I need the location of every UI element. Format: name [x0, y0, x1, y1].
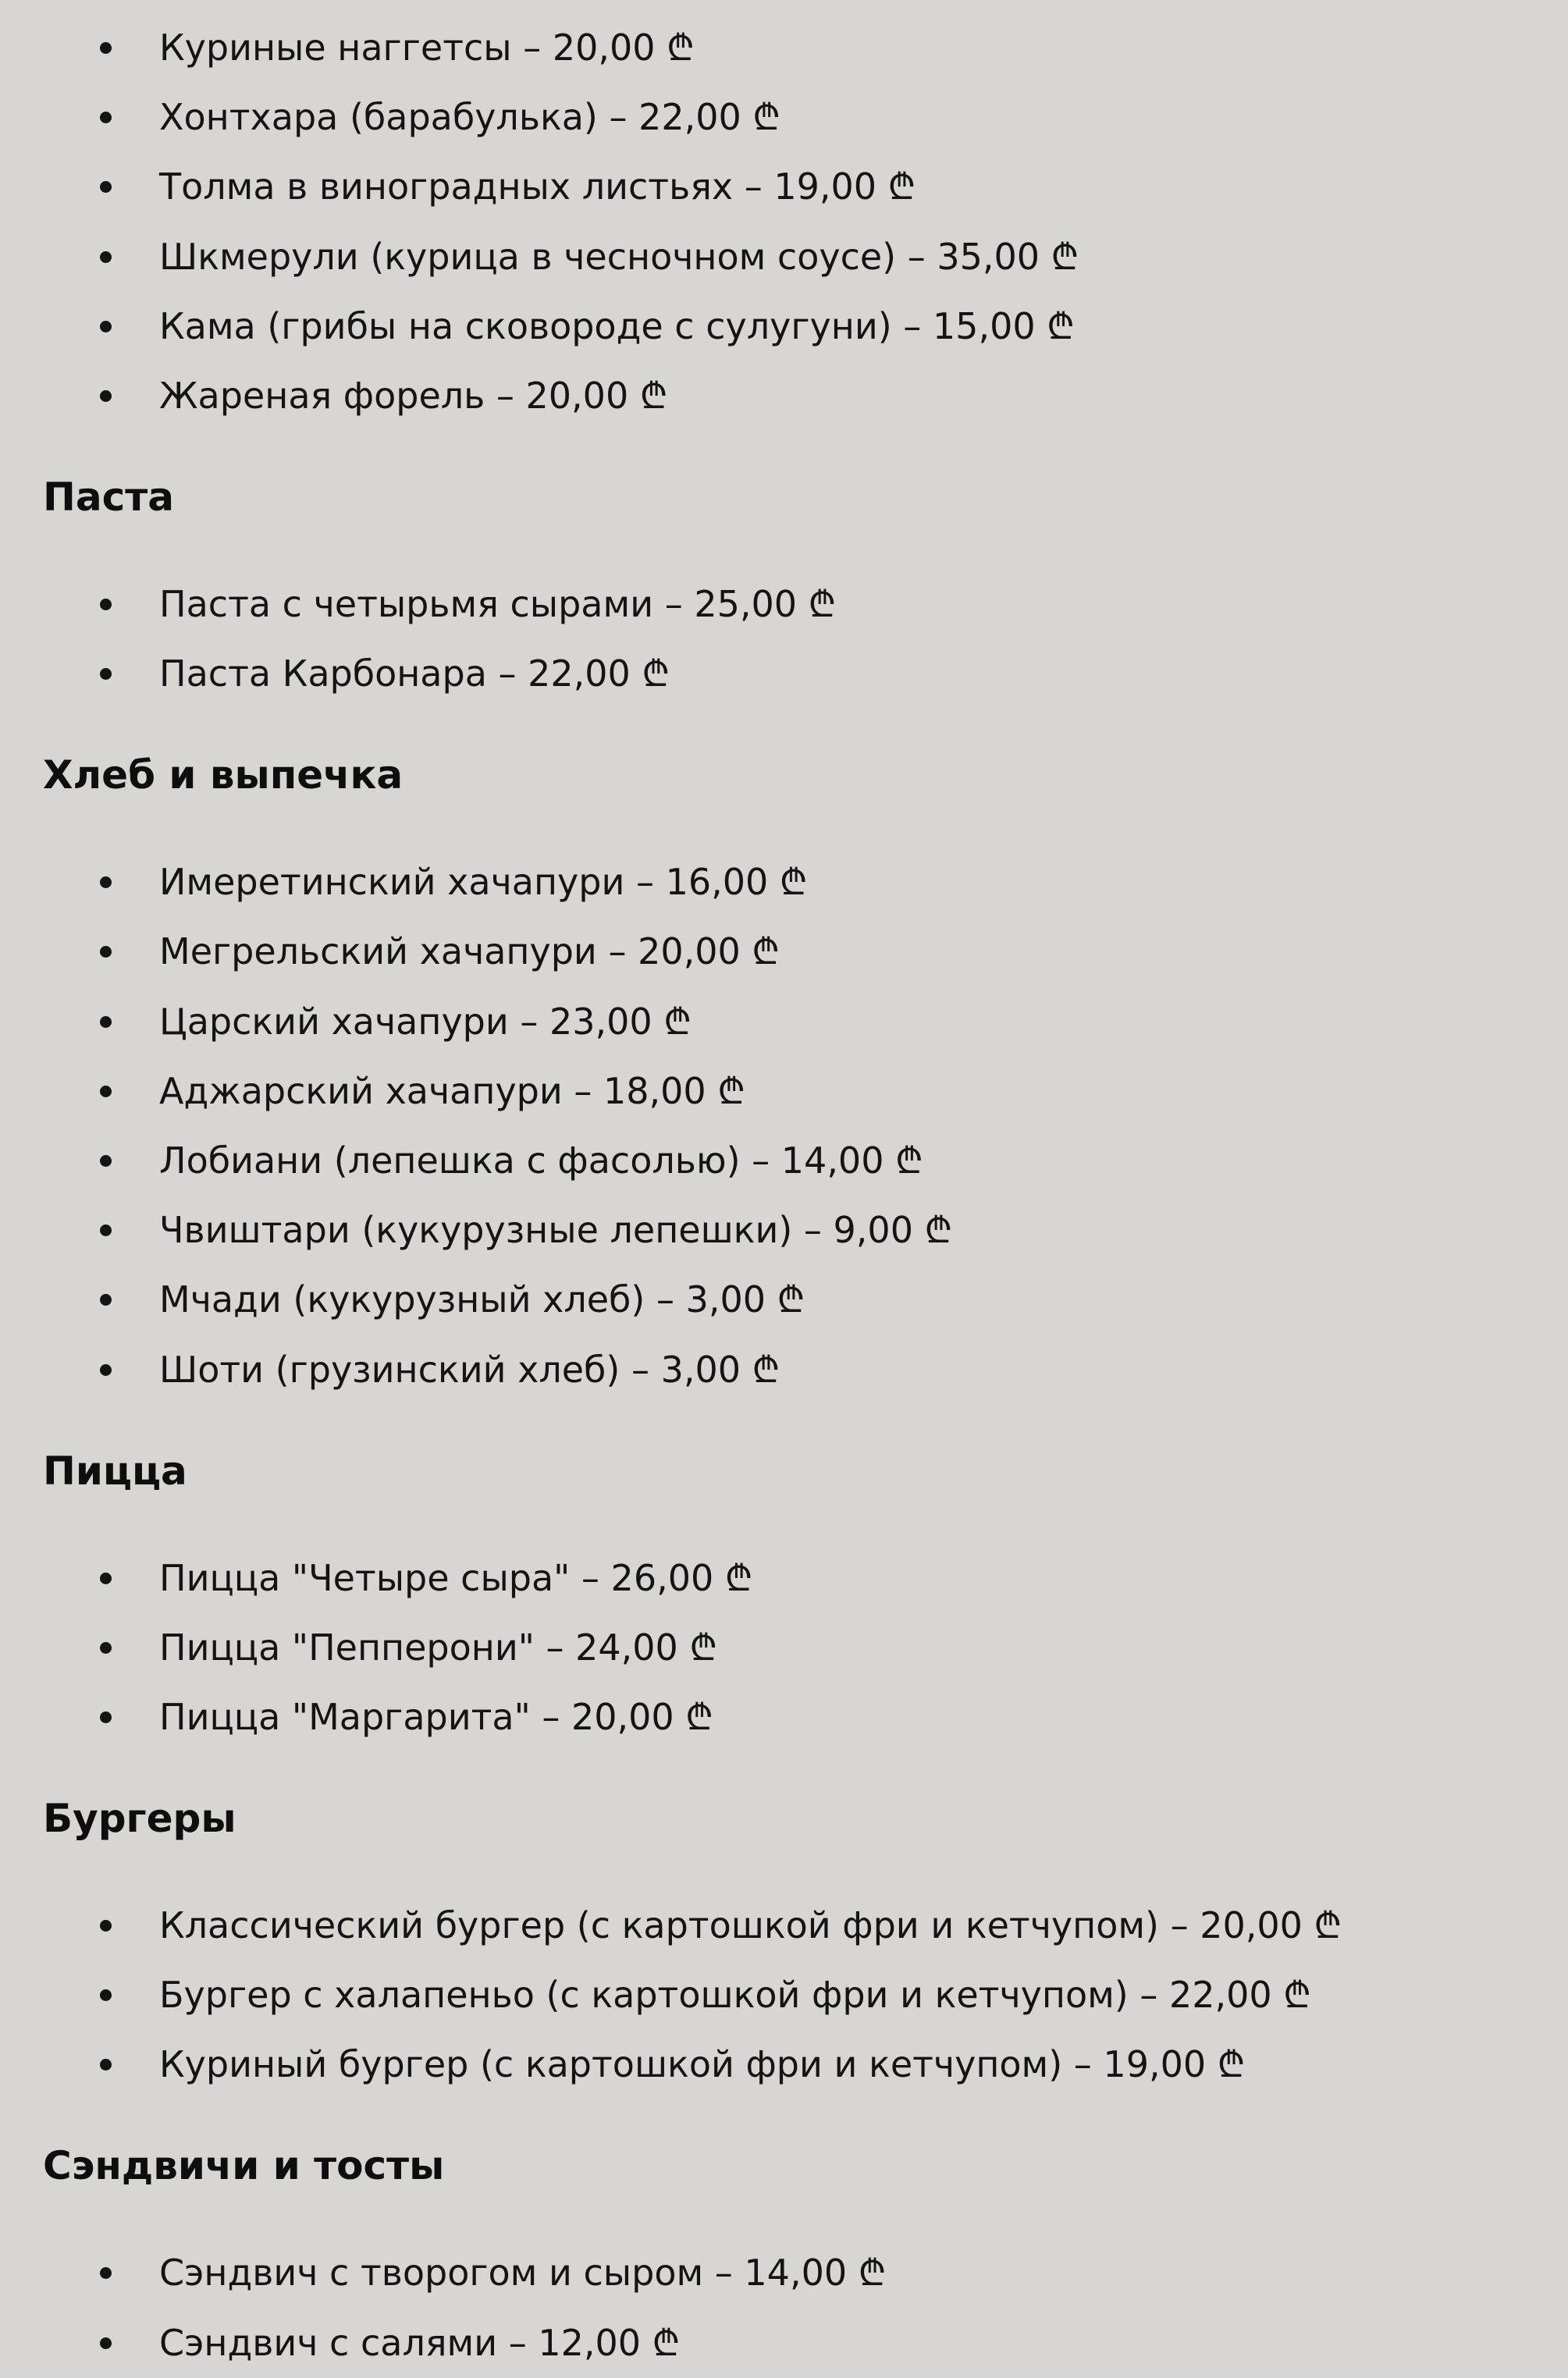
menu-item-text: Царский хачапури – 23,00 ₾ — [159, 1000, 692, 1043]
menu-item-text: Мчади (кукурузный хлеб) – 3,00 ₾ — [159, 1278, 805, 1321]
bullet-icon — [100, 1642, 112, 1654]
bullet-icon — [100, 42, 112, 54]
bullet-icon — [100, 1225, 112, 1236]
bullet-icon — [100, 1364, 112, 1376]
menu-item-text: Толма в виноградных листьях – 19,00 ₾ — [159, 165, 916, 208]
bullet-icon — [100, 876, 112, 888]
bullet-icon — [100, 599, 112, 610]
bullet-icon — [100, 1086, 112, 1097]
bullet-icon — [100, 2267, 112, 2279]
menu-item-text: Кама (грибы на сковороде с сулугуни) – 15,00 ₾ — [159, 304, 1075, 347]
bullet-icon — [100, 2337, 112, 2349]
bullet-icon — [100, 321, 112, 332]
bullet-icon — [100, 390, 112, 402]
bullet-icon — [100, 112, 112, 123]
menu-item-text: Классический бургер (с картошкой фри и кетчупом) – 20,00 ₾ — [159, 1904, 1342, 1946]
menu-item-text: Пицца "Пепперони" – 24,00 ₾ — [159, 1626, 717, 1669]
section-heading: Пицца — [43, 1448, 187, 1494]
menu-item-text: Чвиштари (кукурузные лепешки) – 9,00 ₾ — [159, 1209, 953, 1252]
bullet-icon — [100, 181, 112, 193]
bullet-icon — [100, 946, 112, 958]
menu-item-text: Сэндвич с салями – 12,00 ₾ — [159, 2321, 681, 2364]
menu-item-text: Пицца "Маргарита" – 20,00 ₾ — [159, 1696, 713, 1738]
bullet-icon — [100, 1573, 112, 1584]
bullet-icon — [100, 668, 112, 680]
section-heading: Бургеры — [43, 1796, 236, 1841]
menu-item-text: Паста Карбонара – 22,00 ₾ — [159, 652, 670, 695]
menu-item-text: Лобиани (лепешка с фасолью) – 14,00 ₾ — [159, 1139, 923, 1182]
bullet-icon — [100, 1016, 112, 1028]
bullet-icon — [100, 251, 112, 263]
menu-item-text: Шкмерули (курица в чесночном соусе) – 35,00 ₾ — [159, 235, 1079, 278]
menu-item-text: Бургер с халапеньо (с картошкой фри и кетчупом) – 22,00 ₾ — [159, 1974, 1311, 2017]
section-heading: Паста — [43, 475, 174, 520]
menu-item-text: Хонтхара (барабулька) – 22,00 ₾ — [159, 96, 780, 139]
menu-item-text: Куриный бургер (с картошкой фри и кетчупом) – 19,00 ₾ — [159, 2043, 1246, 2086]
menu-item-text: Паста с четырьмя сырами – 25,00 ₾ — [159, 583, 837, 625]
bullet-icon — [100, 1712, 112, 1723]
section-heading: Хлеб и выпечка — [43, 752, 404, 798]
bullet-icon — [100, 2059, 112, 2071]
menu-item-text: Сэндвич с творогом и сыром – 14,00 ₾ — [159, 2252, 887, 2294]
menu-item-text: Пицца "Четыре сыра" – 26,00 ₾ — [159, 1556, 753, 1599]
menu-item-text: Шоти (грузинский хлеб) – 3,00 ₾ — [159, 1348, 780, 1391]
bullet-icon — [100, 1989, 112, 2001]
menu-item-text: Куриные наггетсы – 20,00 ₾ — [159, 27, 695, 69]
bullet-icon — [100, 1155, 112, 1167]
bullet-icon — [100, 1294, 112, 1306]
section-heading: Сэндвичи и тосты — [43, 2143, 445, 2189]
menu-item-text: Мегрельский хачапури – 20,00 ₾ — [159, 930, 780, 973]
menu-item-text: Аджарский хачапури – 18,00 ₾ — [159, 1069, 745, 1112]
menu-item-text: Имеретинский хачапури – 16,00 ₾ — [159, 861, 808, 904]
menu-item-text: Жареная форель – 20,00 ₾ — [159, 375, 668, 417]
bullet-icon — [100, 1920, 112, 1932]
